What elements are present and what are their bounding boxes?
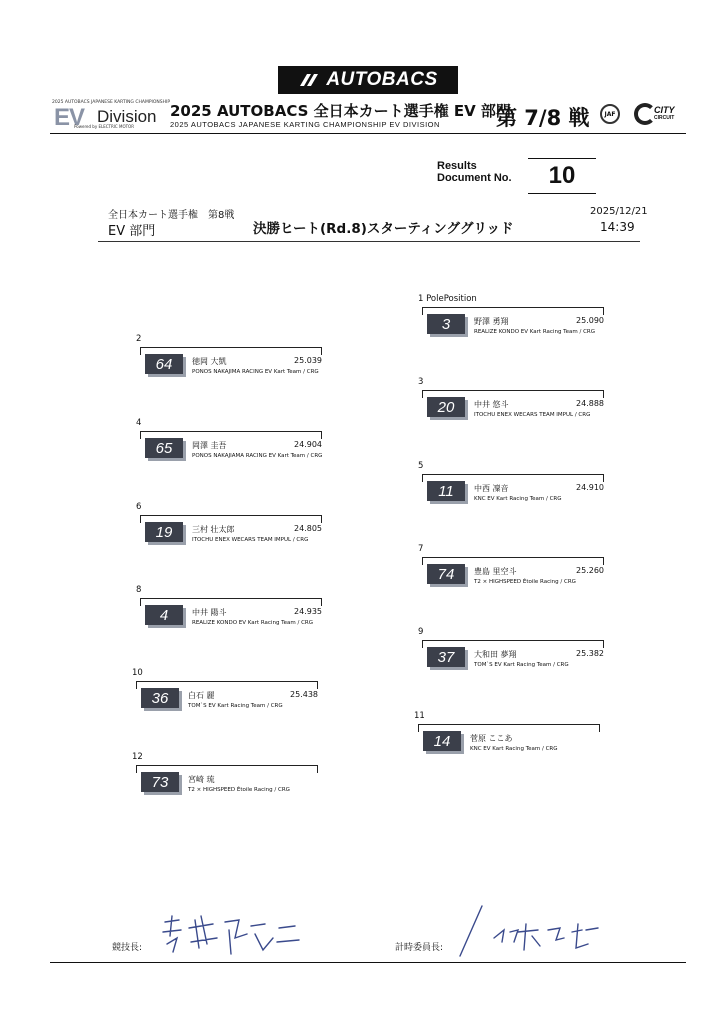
kart-number: 20	[427, 397, 465, 417]
grid-slot	[136, 418, 326, 471]
kart-number: 11	[427, 481, 465, 501]
team-name: TOM`S EV Kart Racing Team / CRG	[188, 703, 283, 709]
steward-label: 競技長:	[112, 943, 143, 953]
grid-position: 8	[136, 585, 142, 595]
driver-name: 白石 麗	[188, 691, 215, 700]
lap-time: 25.382	[576, 649, 604, 658]
championship-subtitle: 2025 AUTOBACS JAPANESE KARTING CHAMPIONSHIP EV DIVISION	[170, 120, 440, 129]
grid-position: 5	[418, 461, 424, 471]
grid-position: 4	[136, 418, 142, 428]
logo-text: AUTOBACS	[326, 69, 438, 90]
lap-time: 24.910	[576, 483, 604, 492]
lap-time: 24.888	[576, 399, 604, 408]
kart-number: 64	[145, 354, 183, 374]
document-title: 決勝ヒート(Rd.8)スターティンググリッド	[253, 221, 514, 237]
team-name: KNC EV Kart Racing Team / CRG	[474, 496, 562, 502]
event-name: 全日本カート選手権 第8戦	[108, 210, 235, 221]
driver-name: 徳岡 大凱	[192, 357, 227, 366]
ev-division-logo	[50, 100, 171, 131]
results-label	[437, 160, 512, 184]
team-name: T2 × HIGHSPEED Étoile Racing / CRG	[474, 579, 576, 585]
grid-slot	[414, 711, 604, 764]
lap-time: 25.090	[576, 316, 604, 325]
grid-slot	[418, 544, 608, 597]
driver-name: 豊島 里空斗	[474, 567, 517, 576]
document-number: 10	[528, 158, 596, 194]
lap-time: 25.438	[290, 690, 318, 699]
driver-name: 中井 悠斗	[474, 400, 509, 409]
team-name: TOM`S EV Kart Racing Team / CRG	[474, 662, 569, 668]
team-name: KNC EV Kart Racing Team / CRG	[470, 746, 558, 752]
chief-signature	[452, 902, 612, 962]
driver-name: 中西 凜音	[474, 484, 509, 493]
results-label-line1: Results	[437, 160, 477, 172]
lap-time: 25.039	[294, 356, 322, 365]
steward-signature	[155, 908, 315, 960]
autobacs-logo	[278, 66, 458, 94]
jaf-badge-icon: JAF	[600, 104, 620, 124]
team-name: PONOS NAKAJIMA RACING EV Kart Team / CRG	[192, 369, 319, 375]
team-name: REALIZE KONDO EV Kart Racing Team / CRG	[474, 329, 595, 335]
ev-logo-caption: 2025 AUTOBACS JAPANESE KARTING CHAMPIONSHIP	[52, 100, 171, 105]
kart-number: 4	[145, 605, 183, 625]
grid-position: 6	[136, 502, 142, 512]
footer-divider	[50, 962, 686, 963]
grid-position: 10	[132, 668, 143, 678]
grid-slot	[418, 627, 608, 680]
info-divider	[98, 241, 640, 242]
autobacs-emblem-icon	[298, 72, 320, 88]
results-label-line2: Document No.	[437, 172, 512, 184]
grid-slot	[418, 294, 608, 347]
kart-number: 37	[427, 647, 465, 667]
city-c-icon	[634, 103, 656, 125]
grid-position: 7	[418, 544, 424, 554]
driver-name: 菅原 ここあ	[470, 734, 513, 743]
team-name: T2 × HIGHSPEED Étoile Racing / CRG	[188, 787, 290, 793]
team-name: PONOS NAKAJIAMA RACING EV Kart Team / CRG	[192, 453, 323, 459]
grid-slot	[418, 377, 608, 430]
grid-slot	[136, 334, 326, 387]
grid-slot	[136, 585, 326, 638]
kart-number: 73	[141, 772, 179, 792]
kart-number: 14	[423, 731, 461, 751]
grid-position: 11	[414, 711, 425, 721]
grid-slot	[418, 461, 608, 514]
ev-logo-powered: Powered by ELECTRIC MOTOR	[74, 124, 134, 129]
ev-logo-division: Division	[97, 107, 157, 126]
event-class: EV 部門	[108, 224, 156, 239]
round-label: 第 7/8 戦	[496, 106, 590, 130]
kart-number: 65	[145, 438, 183, 458]
grid-position: 1 PolePosition	[418, 294, 477, 304]
kart-number: 36	[141, 688, 179, 708]
team-name: REALIZE KONDO EV Kart Racing Team / CRG	[192, 620, 313, 626]
lap-time: 25.260	[576, 566, 604, 575]
chief-label: 計時委員長:	[395, 943, 444, 953]
lap-time: 24.935	[294, 607, 322, 616]
championship-title: 2025 AUTOBACS 全日本カート選手権 EV 部門	[170, 102, 511, 120]
driver-name: 中井 陽斗	[192, 608, 227, 617]
grid-slot	[136, 502, 326, 555]
grid-position: 3	[418, 377, 424, 387]
lap-time: 24.805	[294, 524, 322, 533]
grid-slot	[132, 668, 322, 721]
grid-position: 2	[136, 334, 142, 344]
lap-time: 24.904	[294, 440, 322, 449]
grid-position: 12	[132, 752, 143, 762]
document-time: 14:39	[600, 220, 635, 234]
city-logo-line2: CIRCUIT	[654, 115, 675, 121]
team-name: ITOCHU ENEX WECARS TEAM IMPUL / CRG	[474, 412, 591, 418]
kart-number: 3	[427, 314, 465, 334]
driver-name: 宮崎 琉	[188, 775, 215, 784]
driver-name: 三村 壮太郎	[192, 525, 235, 534]
driver-name: 野澤 勇翔	[474, 317, 509, 326]
ev-logo-ev: EV	[54, 104, 85, 131]
kart-number: 74	[427, 564, 465, 584]
header-divider	[50, 133, 686, 134]
city-logo-line1: CITY	[654, 105, 675, 115]
driver-name: 岡澤 圭吾	[192, 441, 227, 450]
driver-name: 大和田 夢翔	[474, 650, 517, 659]
team-name: ITOCHU ENEX WECARS TEAM IMPUL / CRG	[192, 537, 309, 543]
grid-slot	[132, 752, 322, 805]
city-circuit-logo	[634, 103, 686, 127]
kart-number: 19	[145, 522, 183, 542]
grid-position: 9	[418, 627, 424, 637]
document-date: 2025/12/21	[590, 206, 648, 217]
